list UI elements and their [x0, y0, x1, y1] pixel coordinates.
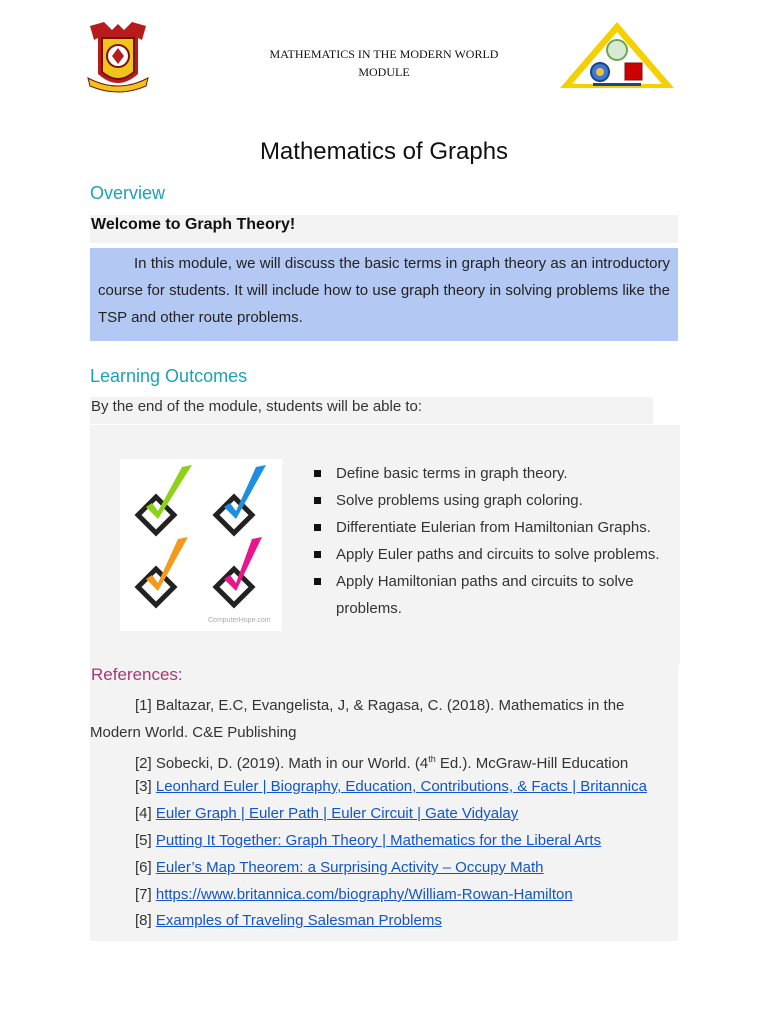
- college-triangle-logo: [558, 20, 676, 90]
- reference-5: [135, 827, 601, 854]
- reference-number: [6]: [135, 859, 156, 876]
- reference-link[interactable]: Leonhard Euler | Biography, Education, Contributions, & Facts | Britannica: [155, 778, 647, 795]
- checkmarks-illustration: [120, 459, 282, 631]
- list-item: Solve problems using graph coloring.: [312, 487, 672, 514]
- header-course-title: MATHEMATICS IN THE MODERN WORLD: [269, 47, 499, 61]
- list-item: Apply Euler paths and circuits to solve problems.: [312, 541, 672, 568]
- university-crest-logo: [84, 18, 152, 94]
- module-header: [234, 45, 534, 81]
- learning-outcomes-list: [312, 460, 672, 622]
- learning-intro-text: By the end of the module, students will be able to:: [91, 398, 423, 415]
- reference-link[interactable]: Examples of Traveling Salesman Problems: [155, 912, 442, 929]
- reference-number: [5]: [135, 832, 156, 849]
- reference-6: [135, 854, 544, 881]
- learning-outcomes-heading: Learning Outcomes: [90, 366, 248, 386]
- list-item: Differentiate Eulerian from Hamiltonian Graphs.: [312, 514, 672, 541]
- page-title: Mathematics of Graphs: [259, 138, 509, 165]
- reference-2-text-end: Ed.). McGraw-Hill Education: [435, 755, 629, 772]
- reference-4: [135, 800, 518, 827]
- reference-1-line-1: [1] Baltazar, E.C, Evangelista, J, & Ragasa, C. (2018). Mathematics in the: [135, 697, 625, 714]
- references-heading: References:: [91, 665, 183, 684]
- reference-number: [4]: [135, 805, 156, 822]
- reference-number: [3]: [135, 778, 156, 795]
- reference-7: [135, 881, 573, 908]
- reference-number: [8]: [135, 912, 156, 929]
- reference-2-superscript: th: [428, 754, 436, 764]
- list-item: Apply Hamiltonian paths and circuits to solve problems.: [312, 568, 672, 622]
- reference-link[interactable]: Euler’s Map Theorem: a Surprising Activity – Occupy Math: [155, 859, 544, 876]
- intro-text: In this module, we will discuss the basic terms in graph theory as an introductory course for students. It will include how to use graph theory in solving problems like the TSP and other route problems.: [98, 255, 670, 326]
- overview-heading: Overview: [90, 183, 166, 203]
- reference-1-line-2: Modern World. C&E Publishing: [90, 724, 297, 741]
- reference-3: [135, 773, 647, 800]
- reference-2-text: [2] Sobecki, D. (2019). Math in our World. (4: [135, 755, 429, 772]
- reference-link[interactable]: Euler Graph | Euler Path | Euler Circuit | Gate Vidyalay: [155, 805, 519, 822]
- reference-8: [135, 907, 442, 934]
- image-credit: ComputerHope.com: [208, 617, 271, 624]
- reference-number: [7]: [135, 886, 156, 903]
- intro-paragraph: [98, 250, 670, 331]
- reference-link[interactable]: Putting It Together: Graph Theory | Mathematics for the Liberal Arts: [155, 832, 602, 849]
- header-module-label: MODULE: [358, 65, 410, 79]
- list-item: Define basic terms in graph theory.: [312, 460, 672, 487]
- reference-link[interactable]: https://www.britannica.com/biography/William-Rowan-Hamilton: [155, 886, 573, 903]
- welcome-heading: Welcome to Graph Theory!: [91, 216, 296, 233]
